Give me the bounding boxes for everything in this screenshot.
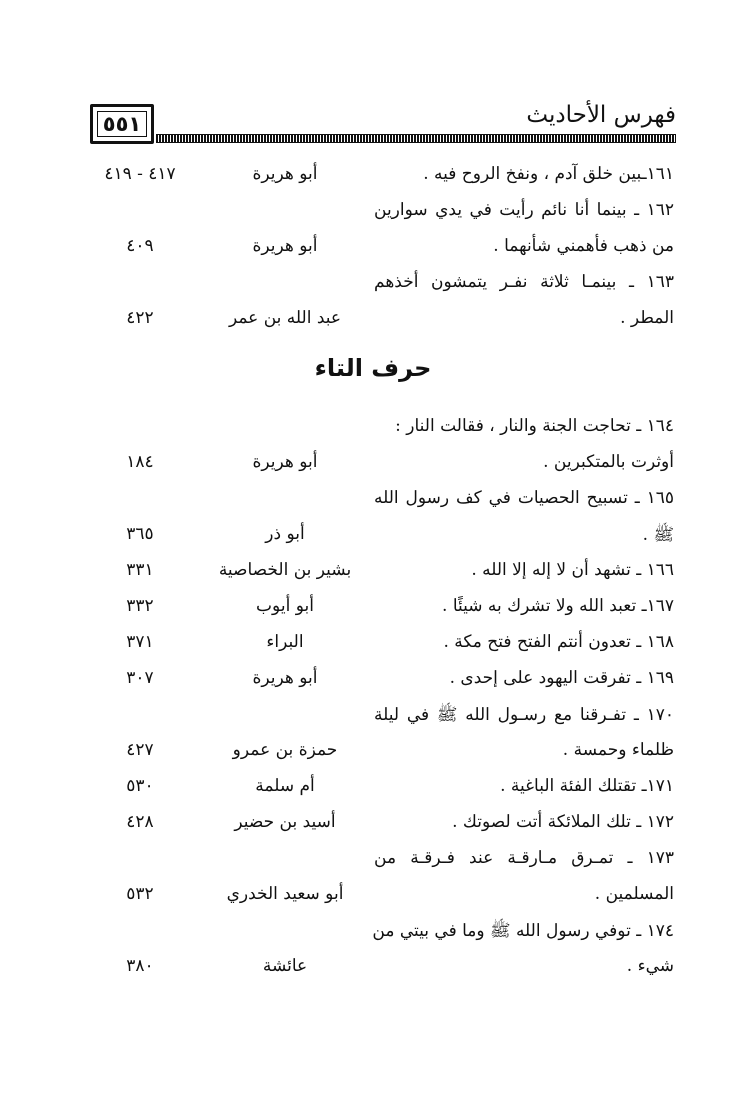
table-row — [0, 914, 746, 950]
page-reference: ٤٠٩ — [126, 236, 154, 256]
hadith-text: ١٧٠ ـ تفـرقنا مع رسـول الله ﷺ في ليلة — [374, 705, 674, 725]
header-rule — [156, 134, 676, 143]
narrator: بشير بن الخصاصية — [218, 560, 352, 580]
hadith-text: ١٦٥ ـ تسبيح الحصيات في كف رسول الله — [374, 488, 674, 508]
narrator: حمزة بن عمرو — [232, 740, 338, 760]
table-row — [0, 950, 746, 986]
page-reference: ١٨٤ — [126, 452, 154, 472]
hadith-text: ١٦٨ ـ تعدون أنتم الفتح فتح مكة . — [443, 632, 674, 652]
page-reference: ٤٢٨ — [126, 812, 154, 832]
table-row — [0, 842, 746, 878]
page-number — [90, 104, 154, 144]
hadith-text: ١٧٣ ـ تمـرق مـارقـة عند فـرقـة من — [374, 848, 674, 868]
table-row — [0, 806, 746, 842]
page-reference: ٣٨٠ — [126, 956, 154, 976]
table-row — [0, 590, 746, 626]
table-row — [0, 518, 746, 554]
hadith-text: ١٦١ـبين خلق آدم ، ونفخ الروح فيه . — [423, 164, 674, 184]
hadith-text: ١٦٩ ـ تفرقت اليهود على إحدى . — [449, 668, 674, 688]
narrator: أسيد بن حضير — [234, 812, 336, 832]
table-row — [0, 446, 746, 482]
narrator: أم سلمة — [255, 776, 315, 796]
narrator: عائشة — [262, 956, 308, 976]
page-reference: ٣٣١ — [126, 560, 154, 580]
narrator: أبو هريرة — [252, 236, 318, 256]
hadith-text: ١٦٦ ـ تشهد أن لا إله إلا الله . — [471, 560, 674, 580]
table-row — [0, 878, 746, 914]
page-reference: ٤٢٢ — [126, 308, 154, 328]
narrator: أبو هريرة — [252, 668, 318, 688]
narrator: أبو هريرة — [252, 164, 318, 184]
narrator: البراء — [266, 632, 304, 652]
page-reference: ٤١٧ - ٤١٩ — [104, 164, 176, 184]
hadith-text: من ذهب فأهمني شأنهما . — [493, 236, 674, 256]
page-reference: ٥٣٠ — [126, 776, 154, 796]
hadith-text: المسلمين . — [594, 884, 674, 904]
hadith-text: ١٦٧ـ تعبد الله ولا تشرك به شيئًا . — [442, 596, 674, 616]
table-row — [0, 626, 746, 662]
narrator: أبو ذر — [265, 524, 305, 544]
hadith-text: ﷺ . — [642, 525, 674, 545]
table-row — [0, 770, 746, 806]
section-title: حرف التاء — [314, 354, 432, 382]
page-reference: ٣٣٢ — [126, 596, 154, 616]
page-reference: ٥٣٢ — [126, 884, 154, 904]
page-reference: ٣٦٥ — [126, 524, 154, 544]
table-row — [0, 266, 746, 302]
hadith-text: ١٦٣ ـ بينمـا ثلاثة نفـر يتمشون أخذهم — [374, 272, 674, 292]
table-row — [0, 662, 746, 698]
table-row — [0, 158, 746, 194]
narrator: عبد الله بن عمر — [228, 308, 342, 328]
page-title: فهرس الأحاديث — [526, 102, 676, 128]
hadith-text: ١٧٤ ـ توفي رسول الله ﷺ وما في بيتي من — [372, 921, 674, 941]
table-row — [0, 410, 746, 446]
table-row — [0, 194, 746, 230]
table-row — [0, 554, 746, 590]
page-number-text: ٥٥١ — [102, 112, 142, 136]
page-reference: ٤٢٧ — [126, 740, 154, 760]
hadith-text: ١٦٢ ـ بينما أنا نائم رأيت في يدي سوارين — [374, 200, 674, 220]
page-header — [90, 100, 676, 148]
hadith-text: أوثرت بالمتكبرين . — [543, 452, 674, 472]
page-reference: ٣٠٧ — [126, 668, 154, 688]
table-row — [0, 302, 746, 338]
hadith-text: ١٧١ـ تقتلك الفئة الباغية . — [500, 776, 674, 796]
table-row — [0, 230, 746, 266]
narrator: أبو هريرة — [252, 452, 318, 472]
hadith-text: ١٦٤ ـ تحاجت الجنة والنار ، فقالت النار : — [395, 416, 674, 436]
narrator: أبو سعيد الخدري — [226, 884, 344, 904]
table-row — [0, 698, 746, 734]
table-row — [0, 482, 746, 518]
hadith-text: ١٧٢ ـ تلك الملائكة أتت لصوتك . — [452, 812, 674, 832]
hadith-text: ظلماء وحمسة . — [562, 740, 674, 760]
page-reference: ٣٧١ — [126, 632, 154, 652]
table-row — [0, 734, 746, 770]
narrator: أبو أيوب — [256, 596, 314, 616]
hadith-text: شيء . — [626, 956, 674, 976]
hadith-text: المطر . — [620, 308, 674, 328]
